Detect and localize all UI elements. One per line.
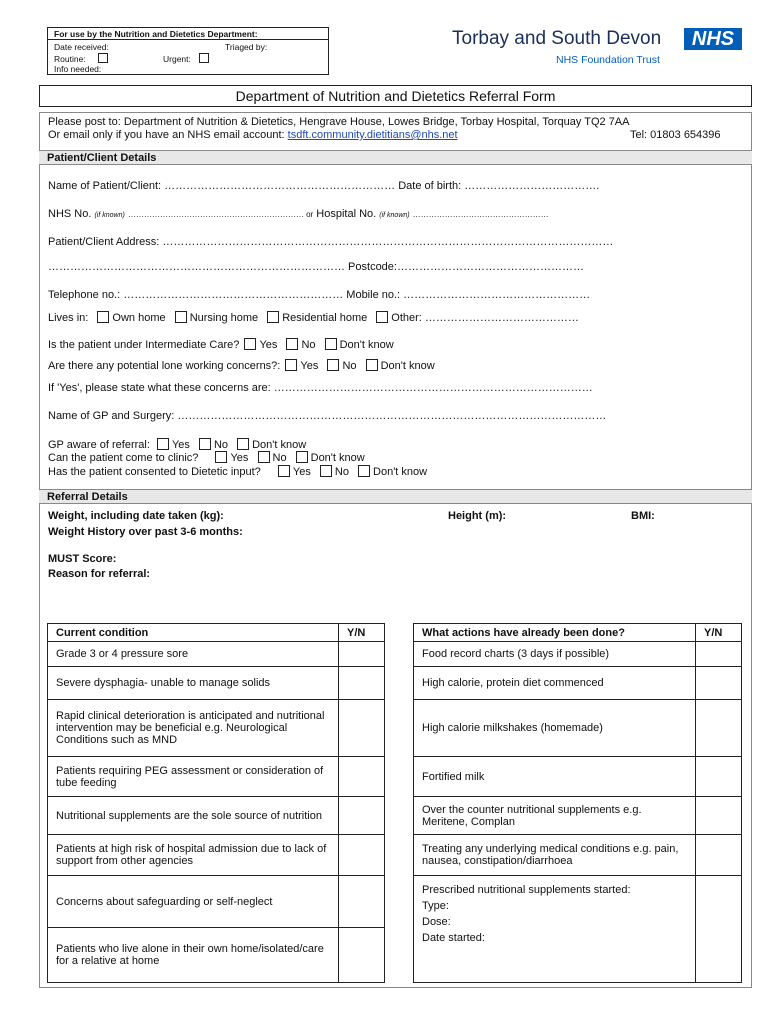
yn-cell[interactable] [696,757,742,797]
clinic-dont-know-checkbox[interactable] [296,451,308,463]
table-row: Patients requiring PEG assessment or consideration of tube feeding [48,757,339,797]
form-title: Department of Nutrition and Dietetics Referral Form [39,85,752,107]
prescribed-supplements-cell[interactable]: Prescribed nutritional supplements started: Type: Dose: Date started: [414,876,696,983]
yn-cell[interactable] [696,835,742,876]
gp-no-checkbox[interactable] [199,438,211,450]
table-row: High calorie milkshakes (homemade) [414,700,696,757]
lone-dont-know-checkbox[interactable] [366,359,378,371]
table-row: Patients who live alone in their own home/isolated/care for a relative at home [48,928,339,983]
current-condition-table [47,623,385,983]
other-checkbox[interactable] [376,311,388,323]
info-needed-label: Info needed: [54,64,102,74]
bmi-label: BMI: [631,510,655,522]
consent-row: Has the patient consented to Dietetic input? Yes No Don't know [48,466,428,478]
table-row: Over the counter nutritional supplements e.g. Meritene, Complan [414,797,696,835]
email-link[interactable]: tsdft.community.dietitians@nhs.net [287,129,458,141]
date-received-label: Date received: [54,42,109,52]
office-use-title: For use by the Nutrition and Dietetics Department: [48,28,328,40]
post-address: Please post to: Department of Nutrition & Dietetics, Hengrave House, Lowes Bridge, Torbay Hospital, Torquay TQ2 7AA [48,116,630,128]
lives-in-row: Lives in: Own home Nursing home Residential home Other: …………………………………… [48,312,579,324]
telephone-number: Tel: 01803 654396 [630,129,721,141]
yn-cell[interactable] [339,876,385,928]
yn-cell[interactable] [339,642,385,667]
nhs-logo: NHS [684,28,742,50]
table-row: Grade 3 or 4 pressure sore [48,642,339,667]
table-row: Rapid clinical deterioration is anticipated and nutritional intervention may be beneficial e.g. Neurological Conditions such as MND [48,700,339,757]
table-row: Treating any underlying medical conditions e.g. pain, nausea, constipation/diarrhoea [414,835,696,876]
intermediate-care-row: Is the patient under Intermediate Care? Yes No Don't know [48,339,394,351]
concerns-line[interactable]: If 'Yes', please state what these concerns are: …………………………………………………………………………… [48,382,593,394]
table-row: Concerns about safeguarding or self-neglect [48,876,339,928]
routine-checkbox[interactable] [98,53,108,63]
consent-no-checkbox[interactable] [320,465,332,477]
yn-cell[interactable] [339,700,385,757]
trust-name: NHS Foundation Trust [556,54,660,66]
clinic-yes-checkbox[interactable] [215,451,227,463]
yn-cell[interactable] [696,876,742,983]
clinic-no-checkbox[interactable] [258,451,270,463]
condition-yn-header: Y/N [339,624,385,642]
lone-no-checkbox[interactable] [327,359,339,371]
address-line[interactable]: Patient/Client Address: …………………………………………………………………………………………………………… [48,236,614,248]
must-score-label: MUST Score: [48,553,117,565]
intermediate-no-checkbox[interactable] [286,338,298,350]
yn-cell[interactable] [339,835,385,876]
yn-cell[interactable] [696,797,742,835]
yn-cell[interactable] [696,642,742,667]
yn-cell[interactable] [339,797,385,835]
telephone-line[interactable]: Telephone no.: …………………………………………………… Mobile no.: …………………………………………… [48,289,591,301]
yn-cell[interactable] [339,928,385,983]
gp-dont-know-checkbox[interactable] [237,438,249,450]
table-row: High calorie, protein diet commenced [414,667,696,700]
referral-section-header: Referral Details [39,489,752,504]
height-label: Height (m): [448,510,507,522]
email-prefix: Or email only if you have an NHS email account: [48,129,285,141]
consent-dont-know-checkbox[interactable] [358,465,370,477]
actions-header: What actions have already been done? [414,624,696,642]
yn-cell[interactable] [339,667,385,700]
own-home-checkbox[interactable] [97,311,109,323]
intermediate-yes-checkbox[interactable] [244,338,256,350]
nursing-home-checkbox[interactable] [175,311,187,323]
consent-yes-checkbox[interactable] [278,465,290,477]
gp-yes-checkbox[interactable] [157,438,169,450]
triaged-by-label: Triaged by: [225,42,268,52]
residential-home-checkbox[interactable] [267,311,279,323]
lone-working-row: Are there any potential lone working concerns?: Yes No Don't know [48,360,435,372]
patient-section-header: Patient/Client Details [39,150,752,165]
lone-yes-checkbox[interactable] [285,359,297,371]
patient-name-line[interactable]: Name of Patient/Client: ……………………………………………………… Date of birth: ………………………………. [48,180,600,192]
gp-line[interactable]: Name of GP and Surgery: ……………………………………………………………………………………………………… [48,410,607,422]
actions-table [413,623,742,983]
urgent-label: Urgent: [163,54,191,64]
table-row: Nutritional supplements are the sole source of nutrition [48,797,339,835]
postcode-line[interactable]: ……………………………………………………………………… Postcode:…………………………………………… [48,261,584,273]
table-row: Severe dysphagia- unable to manage solids [48,667,339,700]
yn-cell[interactable] [696,700,742,757]
clinic-row: Can the patient come to clinic? Yes No Don't know [48,452,365,464]
nhs-number-line[interactable]: NHS No. (if known) ………………………………………………………… or Hospital No. (if known) …………………………………………… [48,208,549,220]
org-name: Torbay and South Devon [452,28,662,49]
yn-cell[interactable] [696,667,742,700]
table-row: Food record charts (3 days if possible) [414,642,696,667]
urgent-checkbox[interactable] [199,53,209,63]
routine-label: Routine: [54,54,86,64]
condition-header: Current condition [48,624,339,642]
reason-label: Reason for referral: [48,568,151,580]
yn-cell[interactable] [339,757,385,797]
weight-label: Weight, including date taken (kg): [48,510,224,522]
weight-history-label: Weight History over past 3-6 months: [48,526,243,538]
gp-aware-row: GP aware of referral: Yes No Don't know [48,439,307,451]
actions-yn-header: Y/N [696,624,742,642]
office-use-box [47,27,329,75]
table-row: Fortified milk [414,757,696,797]
intermediate-dont-know-checkbox[interactable] [325,338,337,350]
table-row: Patients at high risk of hospital admission due to lack of support from other agencies [48,835,339,876]
